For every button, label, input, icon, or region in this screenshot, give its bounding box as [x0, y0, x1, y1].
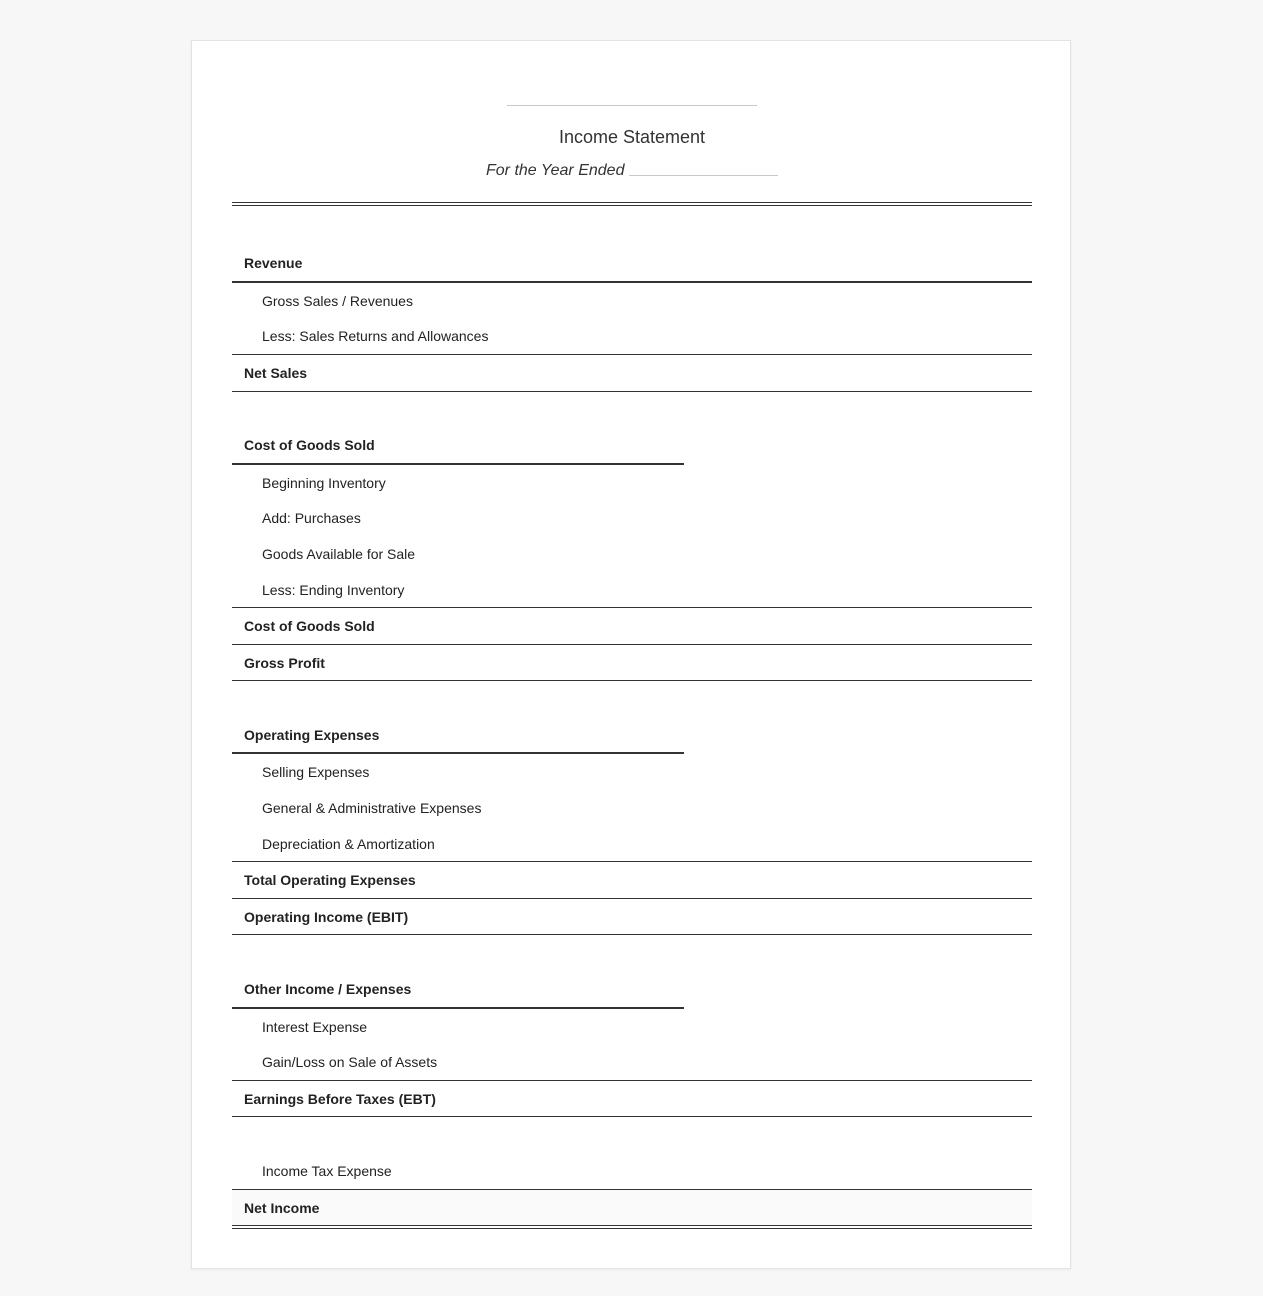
total-rule [232, 1080, 1032, 1081]
total-rule [232, 607, 1032, 608]
statement-paper: Income Statement For the Year Ended Revenue Gross Sales / Revenues Less: Sales Returns and Allowances Net Sales Cost of Goods Sold Beginning Inventory Add: Purchases Goods Available for Sale Less: Ending Inventory Cost of Goods Sold Gross Profit Operating Expenses Selling Expenses General & Administrative Expenses Depreciation & Amortization Total Operating Expenses Operating Income (EBIT) Other Income / Expenses Interest Expense Gain/Loss on Sale of Assets Earnings Before Taxes (EBT) Income Tax Expense Net Income [191, 40, 1071, 1269]
total-rule [232, 391, 1032, 392]
total-rule [232, 898, 1032, 899]
net-income-double-rule [232, 1225, 1032, 1229]
section-rule [232, 1007, 684, 1009]
total-rule [232, 861, 1032, 862]
period-label: For the Year Ended [486, 162, 625, 179]
total-rule [232, 1116, 1032, 1117]
period-date-blank-line[interactable] [629, 175, 778, 176]
section-rule [232, 463, 684, 465]
net-income-row-bg [232, 1190, 1032, 1225]
section-rule [232, 752, 684, 754]
total-rule [232, 934, 1032, 935]
total-rule [232, 680, 1032, 681]
header-double-rule [232, 202, 1032, 206]
total-rule [232, 354, 1032, 355]
section-rule [232, 281, 1032, 283]
company-name-blank-line[interactable] [507, 105, 757, 106]
statement-title: Income Statement [558, 127, 706, 147]
total-rule [232, 644, 1032, 645]
